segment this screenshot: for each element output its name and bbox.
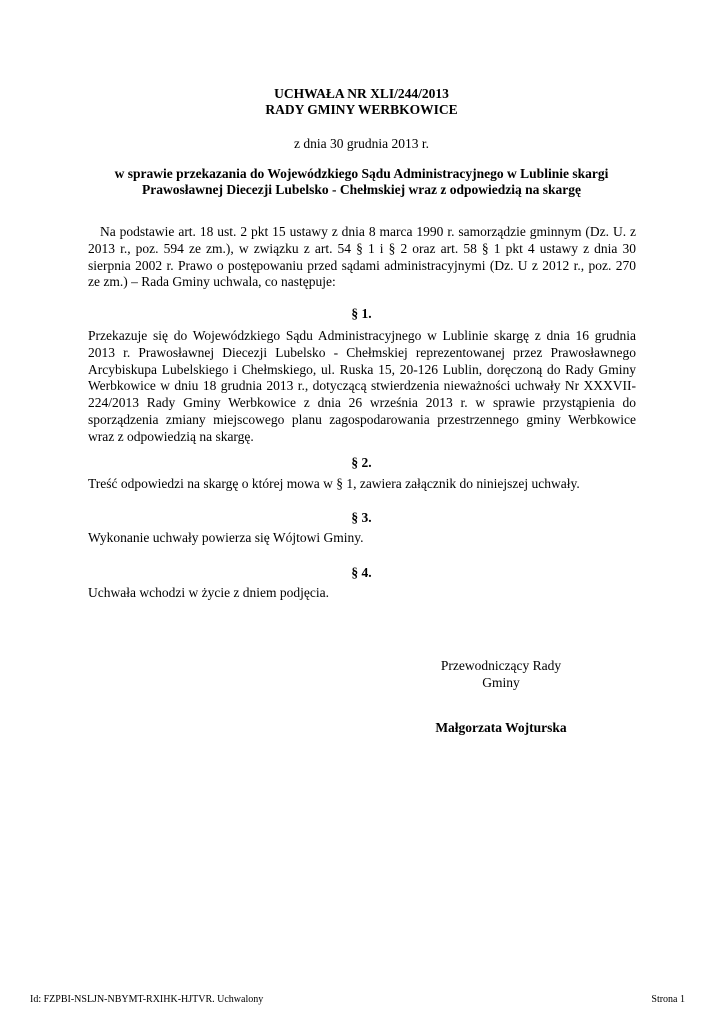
section-2-text: Treść odpowiedzi na skargę o której mowa w § 1, zawiera załącznik do niniejszej uchwały. — [88, 476, 580, 491]
footer-page-number: Strona 1 — [651, 994, 685, 1005]
section-3-heading: § 3. — [351, 510, 372, 525]
section-4-heading: § 4. — [351, 565, 372, 580]
section-1-text: Przekazuje się do Wojewódzkiego Sądu Administracyjnego w Lublinie skargę z dnia 16 grudnia 2013 r. Prawosławnej Diecezji Lubelsko - Chełmskiej reprezentowanej przez Prawosławnego Arcybiskupa Lubelskiego i Chełmskiego, ul. Ruska 15, 20-126 Lublin, doręczoną do Rady Gminy Werbkowice w dniu 18 grudnia 2013 r., dotyczącą stwierdzenia nieważności uchwały Nr XXXVII-224/2013 Rady Gminy Werbkowice z dnia 26 września 2013 r. w sprawie przystąpienia do sporządzenia zmiany miejscowego planu zagospodarowania przestrzennego gminy Werbkowice wraz z odpowiedzią na skargę. — [88, 328, 636, 444]
section-3-text: Wykonanie uchwały powierza się Wójtowi Gminy. — [88, 530, 364, 545]
subject-line-2: Prawosławnej Diecezji Lubelsko - Chełmskiej wraz z odpowiedzią na skargę — [141, 182, 582, 197]
footer-document-id: Id: FZPBI-NSLJN-NBYMT-RXIHK-HJTVR. Uchwalony — [30, 994, 264, 1005]
preamble-paragraph: Na podstawie art. 18 ust. 2 pkt 15 ustawy z dnia 8 marca 1990 r. samorządzie gminnym (Dz. U. z 2013 r., poz. 594 ze zm.), w związku z art. 54 § 1 i § 2 oraz art. 58 § 1 pkt 4 ustawy z dnia 30 sierpnia 2002 r. Prawo o postępowaniu przed sądami administracyjnymi (Dz. U z 2012 r., poz. 270 ze zm.) – Rada Gminy uchwala, co następuje: — [88, 224, 636, 290]
section-2-heading: § 2. — [351, 455, 372, 470]
signature-role — [430, 658, 572, 691]
section-1-heading: § 1. — [351, 306, 372, 321]
signature-role-line-2: Gminy — [482, 674, 520, 690]
document-date: z dnia 30 grudnia 2013 r. — [294, 136, 429, 151]
section-4-text: Uchwała wchodzi w życie z dniem podjęcia. — [88, 585, 330, 600]
title-line-2: RADY GMINY WERBKOWICE — [265, 102, 458, 117]
document-subject — [88, 166, 635, 198]
signature-role-line-1: Przewodniczący Rady — [440, 658, 562, 673]
signature-name: Małgorzata Wojturska — [435, 720, 567, 735]
title-line-1: UCHWAŁA NR XLI/244/2013 — [274, 86, 449, 101]
document-title — [88, 86, 635, 118]
subject-line-1: w sprawie przekazania do Wojewódzkiego Sądu Administracyjnego w Lublinie skargi — [114, 166, 609, 181]
